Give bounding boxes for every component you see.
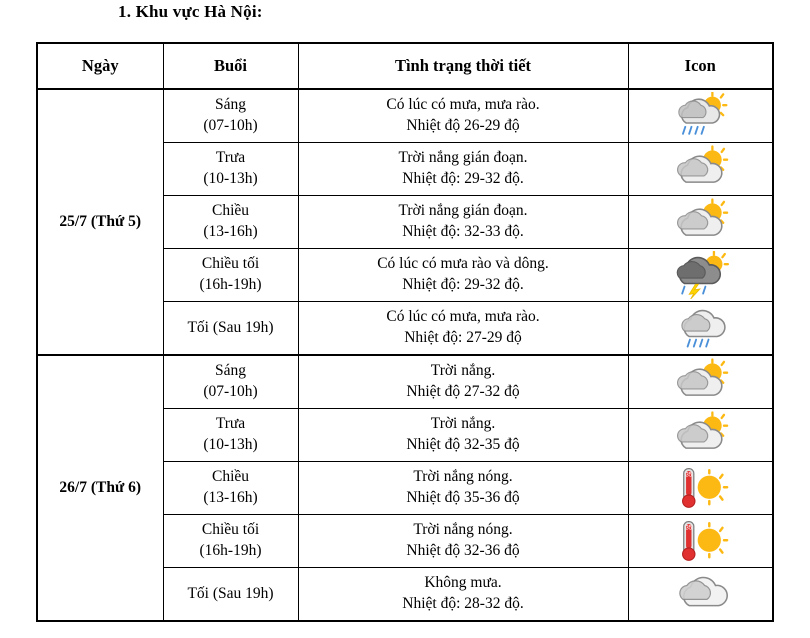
part-time: (10-13h): [203, 436, 258, 453]
condition-cell: [298, 249, 628, 302]
condition-cell: [298, 302, 628, 356]
icon-cell: [628, 462, 773, 515]
condition-line-2: Nhiệt độ 35-36 độ: [406, 489, 520, 506]
icon-cell: [628, 196, 773, 249]
condition-line-2: Nhiệt độ: 29-32 độ.: [402, 170, 524, 187]
column-header-day: Ngày: [37, 43, 163, 89]
icon-cell: [628, 515, 773, 568]
condition-line-2: Nhiệt độ: 27-29 độ: [404, 329, 522, 346]
icon-cell: [628, 409, 773, 462]
part-cell: [163, 462, 298, 515]
part-cell: [163, 355, 298, 409]
sun-thermometer-icon: [669, 464, 731, 512]
part-time: (07-10h): [203, 117, 258, 134]
condition-line-1: Không mưa.: [424, 574, 502, 592]
sun-cloud-icon: [669, 198, 731, 246]
svg-text:35: 35: [685, 471, 693, 479]
part-cell: [163, 89, 298, 143]
day-cell-group-2: 26/7 (Thứ 6): [37, 355, 163, 621]
icon-cell: [628, 355, 773, 409]
icon-cell: [628, 143, 773, 196]
part-name: Chiều tối: [201, 255, 260, 273]
part-cell: [163, 302, 298, 356]
sun-cloud-icon: [669, 411, 731, 459]
part-time: (10-13h): [203, 170, 258, 187]
part-name: Sáng: [215, 96, 246, 114]
part-cell: [163, 409, 298, 462]
condition-line-2: Nhiệt độ 26-29 độ: [406, 117, 520, 134]
part-name: Sáng: [215, 362, 246, 380]
sun-cloud-icon: [669, 145, 731, 193]
part-name: Trưa: [215, 149, 246, 167]
weather-table: [36, 42, 774, 622]
part-time: (13-16h): [203, 489, 258, 506]
icon-cell: [628, 89, 773, 143]
condition-line-1: Có lúc có mưa, mưa rào.: [386, 96, 540, 114]
cloud-rain-icon: [669, 304, 731, 352]
part-time: (07-10h): [203, 383, 258, 400]
condition-line-2: Nhiệt độ: 29-32 độ.: [402, 276, 524, 293]
cloud-icon: [669, 570, 731, 618]
part-time: (16h-19h): [199, 276, 262, 293]
part-time: (13-16h): [203, 223, 258, 240]
icon-cell: [628, 302, 773, 356]
condition-cell: [298, 409, 628, 462]
column-header-part: Buổi: [163, 43, 298, 89]
sun-cloud-icon: [669, 358, 731, 406]
condition-cell: [298, 196, 628, 249]
part-time: (16h-19h): [199, 542, 262, 559]
condition-line-2: Nhiệt độ 27-32 độ: [406, 383, 520, 400]
sun-thermometer-icon: [669, 517, 731, 565]
sun-cloud-thunder-icon: [669, 251, 731, 299]
part-cell: [163, 568, 298, 622]
table-row: [37, 89, 773, 143]
condition-line-1: Có lúc có mưa, mưa rào.: [386, 308, 540, 326]
condition-line-2: Nhiệt độ 32-35 độ: [406, 436, 520, 453]
icon-cell: [628, 249, 773, 302]
condition-line-1: Trời nắng nóng.: [413, 521, 513, 539]
condition-line-1: Trời nắng gián đoạn.: [398, 149, 528, 167]
page-title: 1. Khu vực Hà Nội:: [118, 2, 263, 21]
condition-line-1: Trời nắng.: [430, 415, 496, 433]
condition-line-2: Nhiệt độ 32-36 độ: [406, 542, 520, 559]
column-header-condition: Tình trạng thời tiết: [298, 43, 628, 89]
condition-line-1: Có lúc có mưa rào và dông.: [377, 255, 549, 273]
condition-cell: [298, 515, 628, 568]
condition-line-2: Nhiệt độ: 32-33 độ.: [402, 223, 524, 240]
svg-text:35: 35: [685, 524, 693, 532]
part-name: Chiều tối: [201, 521, 260, 539]
part-name: Tối (Sau 19h): [187, 318, 274, 336]
condition-line-1: Trời nắng nóng.: [413, 468, 513, 486]
condition-line-1: Trời nắng gián đoạn.: [398, 202, 528, 220]
part-cell: [163, 196, 298, 249]
part-name: Chiều: [211, 468, 250, 486]
condition-cell: [298, 355, 628, 409]
condition-cell: [298, 89, 628, 143]
part-cell: [163, 249, 298, 302]
part-cell: [163, 143, 298, 196]
condition-cell: [298, 462, 628, 515]
condition-line-1: Trời nắng.: [430, 362, 496, 380]
part-cell: [163, 515, 298, 568]
part-name: Chiều: [211, 202, 250, 220]
icon-cell: [628, 568, 773, 622]
condition-line-2: Nhiệt độ: 28-32 độ.: [402, 595, 524, 612]
table-header: [37, 43, 773, 89]
day-cell-group-1: 25/7 (Thứ 5): [37, 89, 163, 355]
condition-cell: [298, 143, 628, 196]
column-header-icon: Icon: [628, 43, 773, 89]
condition-cell: [298, 568, 628, 622]
part-name: Trưa: [215, 415, 246, 433]
sun-cloud-rain-icon: [669, 92, 731, 140]
table-body: [37, 89, 773, 621]
header-row: [37, 43, 773, 89]
table-row: [37, 355, 773, 409]
part-name: Tối (Sau 19h): [187, 584, 274, 602]
